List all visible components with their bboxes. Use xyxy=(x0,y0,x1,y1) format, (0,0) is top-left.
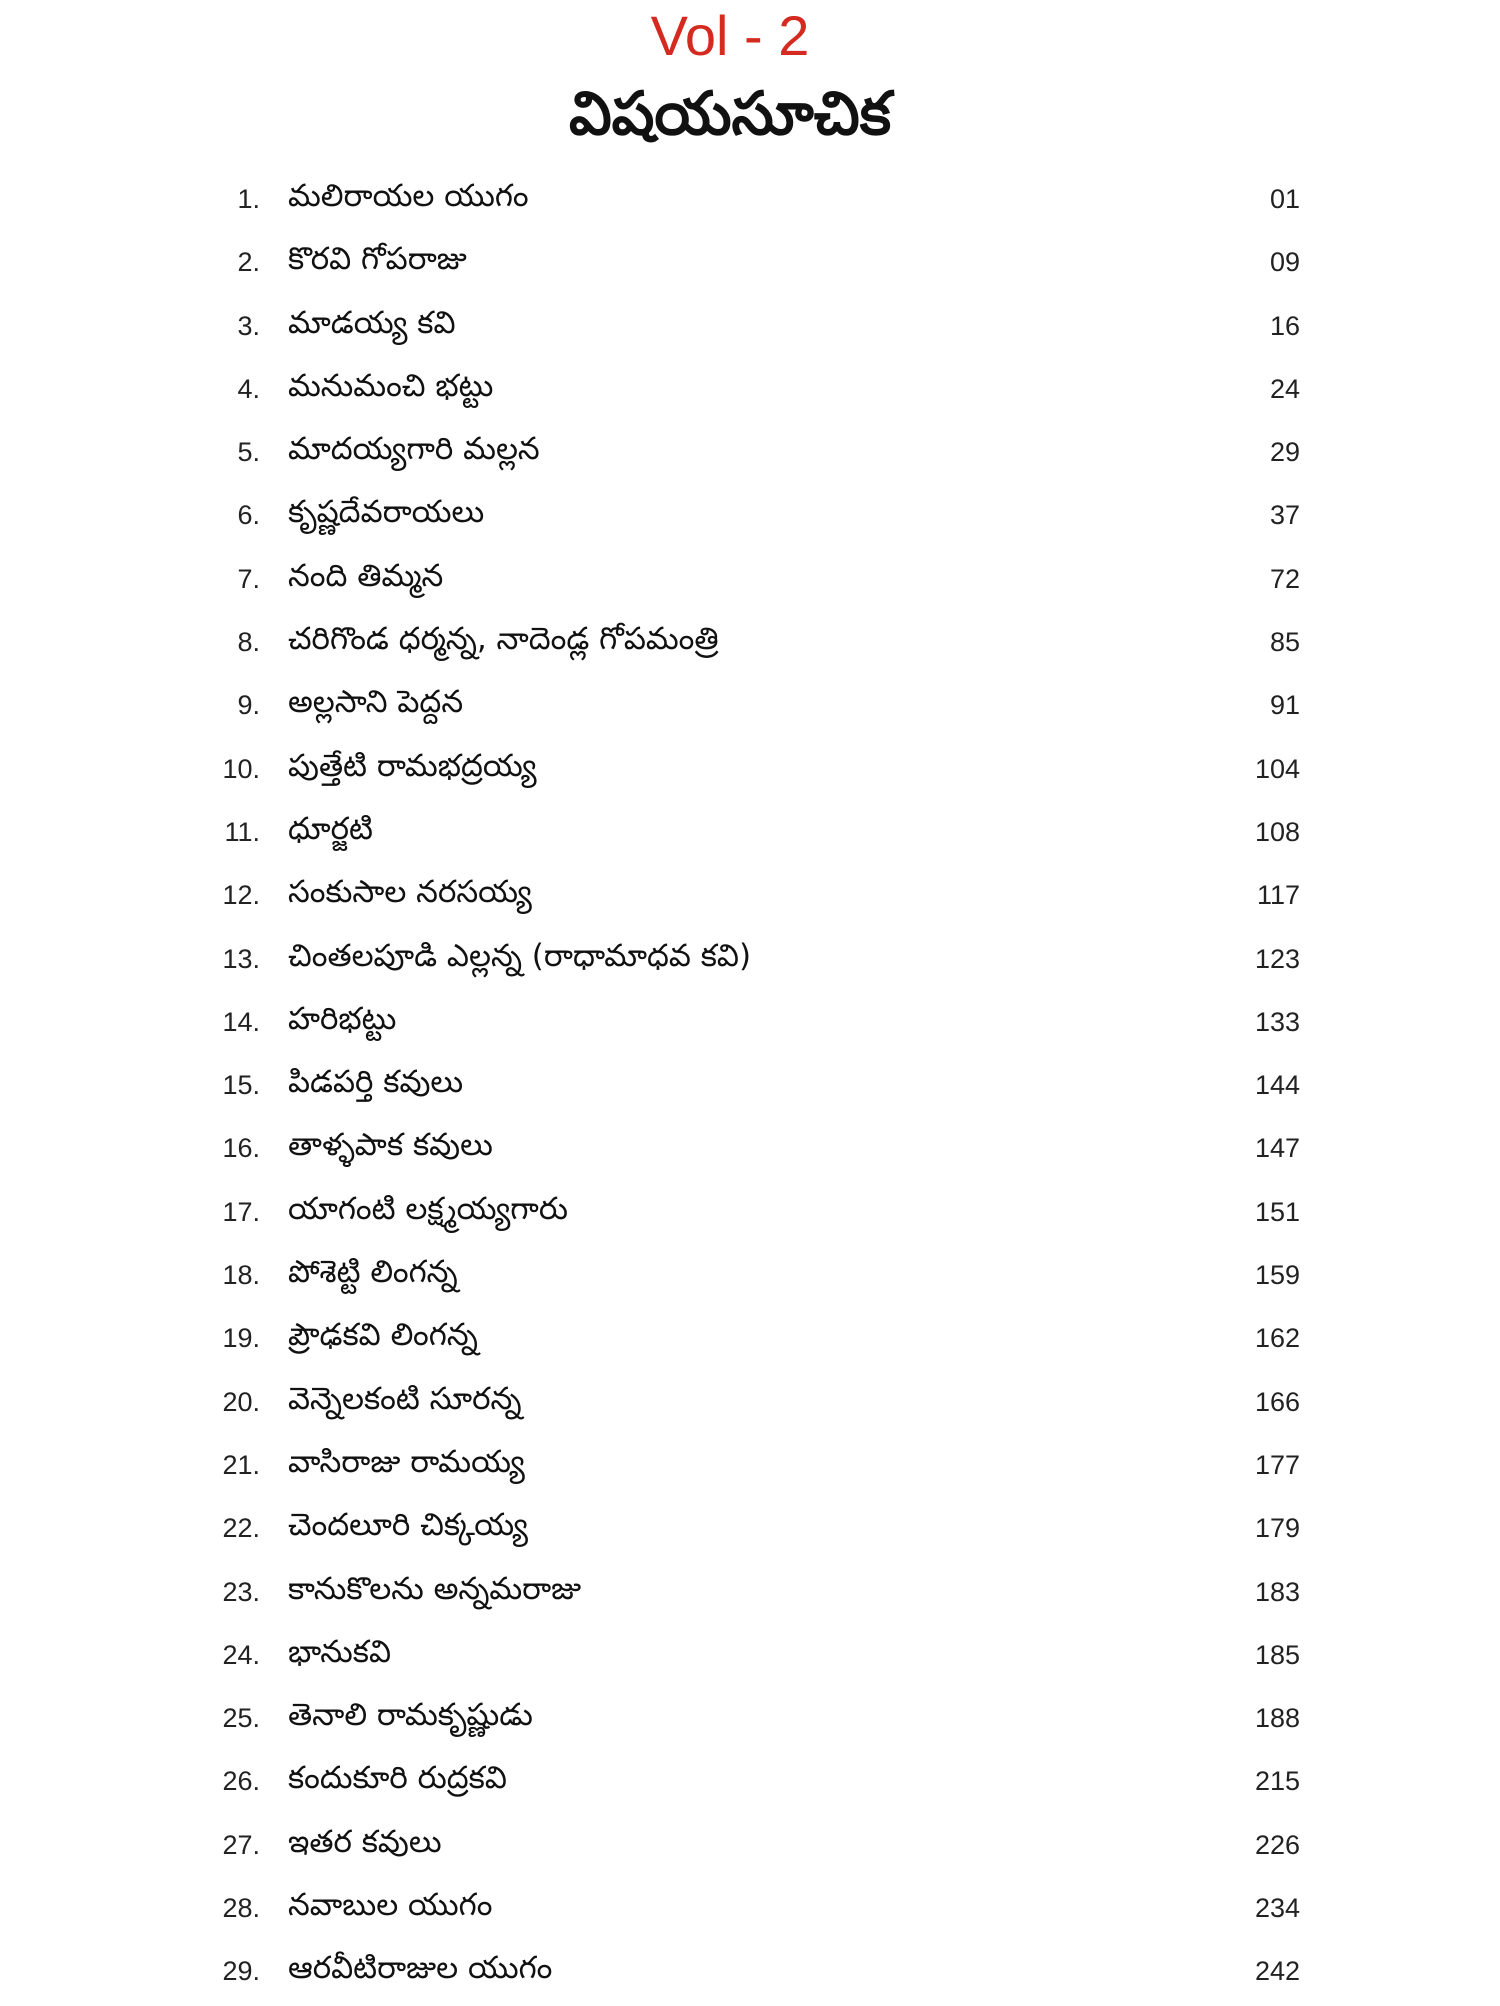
entry-page-number: 91 xyxy=(1269,690,1300,721)
entry-page-number: 159 xyxy=(1254,1260,1300,1291)
entry-title: ఇతర కవులు xyxy=(288,1823,442,1860)
entry-page-number: 09 xyxy=(1269,247,1300,278)
entry-title: తాళ్ళపాక కవులు xyxy=(288,1127,493,1164)
toc-entry xyxy=(0,1183,1500,1246)
entry-title: నవాబుల యుగం xyxy=(288,1887,493,1924)
toc-entry xyxy=(0,1689,1500,1752)
entry-title: మాదయ్యగారి మల్లన xyxy=(288,431,540,468)
entry-title: కందుకూరి రుద్రకవి xyxy=(288,1760,507,1797)
toc-entry xyxy=(0,1246,1500,1309)
toc-entry xyxy=(0,1499,1500,1562)
entry-number: 8. xyxy=(237,627,260,658)
entry-page-number: 16 xyxy=(1269,310,1300,341)
toc-entry xyxy=(0,740,1500,803)
entry-number: 22. xyxy=(222,1513,260,1544)
entry-title: భానుకవి xyxy=(288,1633,391,1670)
toc-entry xyxy=(0,297,1500,360)
toc-entry xyxy=(0,993,1500,1056)
toc-entry xyxy=(0,930,1500,993)
entry-number: 12. xyxy=(222,880,260,911)
entry-page-number: 185 xyxy=(1254,1639,1300,1670)
toc-entry xyxy=(0,170,1500,233)
entry-title: చరిగొండ ధర్మన్న, నాదెండ్ల గోపమంత్రి xyxy=(288,621,719,658)
entry-number: 25. xyxy=(222,1703,260,1734)
entry-page-number: 117 xyxy=(1256,880,1300,911)
entry-page-number: 226 xyxy=(1254,1829,1300,1860)
entry-title: పిడపర్తి కవులు xyxy=(288,1064,464,1101)
entry-number: 17. xyxy=(222,1196,260,1227)
entry-title: కృష్ణదేవరాయలు xyxy=(288,494,485,531)
entry-number: 27. xyxy=(222,1829,260,1860)
entry-title: యాగంటి లక్ష్మయ్యగారు xyxy=(288,1190,568,1227)
entry-title: చెందలూరి చిక్కయ్య xyxy=(288,1507,528,1544)
volume-label: Vol - 2 xyxy=(650,4,810,67)
entry-page-number: 72 xyxy=(1269,563,1300,594)
entry-page-number: 29 xyxy=(1269,437,1300,468)
entry-number: 24. xyxy=(222,1639,260,1670)
entry-title: తెనాలి రామకృష్ణుడు xyxy=(288,1697,533,1734)
entry-title: మాడయ్య కవి xyxy=(288,304,456,341)
entry-number: 23. xyxy=(222,1576,260,1607)
entry-title: హరిభట్టు xyxy=(288,1000,397,1037)
entry-page-number: 188 xyxy=(1254,1703,1300,1734)
entry-page-number: 166 xyxy=(1254,1386,1300,1417)
toc-entry xyxy=(0,676,1500,739)
entry-page-number: 234 xyxy=(1254,1893,1300,1924)
entry-number: 21. xyxy=(222,1449,260,1480)
toc-entry xyxy=(0,866,1500,929)
toc-entry xyxy=(0,1752,1500,1815)
entry-page-number: 104 xyxy=(1254,753,1300,784)
entry-number: 16. xyxy=(222,1133,260,1164)
toc-entry xyxy=(0,1373,1500,1436)
entry-number: 2. xyxy=(237,247,260,278)
entry-page-number: 215 xyxy=(1254,1766,1300,1797)
entry-number: 11. xyxy=(224,816,260,847)
entry-number: 14. xyxy=(222,1006,260,1037)
entry-title: చింతలపూడి ఎల్లన్న (రాధామాధవ కవి) xyxy=(288,937,752,974)
toc-entry xyxy=(0,1816,1500,1879)
toc-entry xyxy=(0,360,1500,423)
toc-entry xyxy=(0,1309,1500,1372)
toc-entry xyxy=(0,1119,1500,1182)
toc-entry xyxy=(0,1626,1500,1689)
entry-page-number: 108 xyxy=(1254,816,1300,847)
entry-title: ఆరవీటిరాజుల యుగం xyxy=(288,1950,553,1987)
toc-entry xyxy=(0,1879,1500,1942)
entry-title: కానుకొలను అన్నమరాజు xyxy=(288,1570,582,1607)
page-title: విషయసూచిక xyxy=(568,79,892,149)
toc-entry xyxy=(0,613,1500,676)
toc-entry xyxy=(0,486,1500,549)
entry-number: 20. xyxy=(222,1386,260,1417)
entry-title: పుత్తేటి రామభద్రయ్య xyxy=(288,747,537,784)
entry-number: 5. xyxy=(237,437,260,468)
entry-number: 1. xyxy=(237,184,260,214)
toc-entry xyxy=(0,1563,1500,1626)
entry-title: నంది తిమ్మన xyxy=(288,557,444,594)
entry-page-number: 147 xyxy=(1254,1133,1300,1164)
entry-title: మలిరాయల యుగం xyxy=(288,178,529,214)
entry-title: కొరవి గోపరాజు xyxy=(288,241,467,278)
entry-title: పోశెట్టి లింగన్న xyxy=(288,1254,458,1291)
entry-number: 7. xyxy=(237,563,260,594)
toc-entry xyxy=(0,1436,1500,1499)
entry-page-number: 183 xyxy=(1254,1576,1300,1607)
entry-number: 28. xyxy=(222,1893,260,1924)
entry-page-number: 179 xyxy=(1254,1513,1300,1544)
entry-page-number: 133 xyxy=(1254,1006,1300,1037)
entry-page-number: 242 xyxy=(1254,1956,1300,1987)
entry-page-number: 123 xyxy=(1254,943,1300,974)
toc-entry xyxy=(0,803,1500,866)
entry-page-number: 144 xyxy=(1254,1070,1300,1101)
entry-title: సంకుసాల నరసయ్య xyxy=(288,874,532,911)
entry-number: 18. xyxy=(222,1260,260,1291)
entry-number: 19. xyxy=(222,1323,260,1354)
entry-title: అల్లసాని పెద్దన xyxy=(288,684,464,721)
entry-page-number: 85 xyxy=(1269,627,1300,658)
entry-number: 9. xyxy=(237,690,260,721)
entry-number: 13. xyxy=(222,943,260,974)
entry-page-number: 01 xyxy=(1269,184,1300,214)
entry-title: వాసిరాజు రామయ్య xyxy=(288,1443,525,1480)
toc-entry xyxy=(0,1056,1500,1119)
toc-entry xyxy=(0,1942,1500,2005)
entry-number: 6. xyxy=(237,500,260,531)
toc-entry xyxy=(0,423,1500,486)
toc-list xyxy=(0,170,1500,2006)
entry-page-number: 162 xyxy=(1254,1323,1300,1354)
entry-number: 26. xyxy=(222,1766,260,1797)
entry-page-number: 37 xyxy=(1269,500,1300,531)
entry-number: 10. xyxy=(222,753,260,784)
entry-title: మనుమంచి భట్టు xyxy=(288,367,494,404)
toc-entry xyxy=(0,550,1500,613)
entry-page-number: 177 xyxy=(1254,1449,1300,1480)
toc-entry xyxy=(0,233,1500,296)
entry-number: 29. xyxy=(222,1956,260,1987)
entry-number: 4. xyxy=(237,373,260,404)
entry-title: ప్రౌఢకవి లింగన్న xyxy=(288,1317,478,1354)
entry-title: ధూర్జటి xyxy=(288,810,373,847)
entry-page-number: 24 xyxy=(1269,373,1300,404)
entry-title: వెన్నెలకంటి సూరన్న xyxy=(288,1380,522,1417)
entry-number: 3. xyxy=(237,310,260,341)
entry-number: 15. xyxy=(222,1070,260,1101)
entry-page-number: 151 xyxy=(1254,1196,1300,1227)
